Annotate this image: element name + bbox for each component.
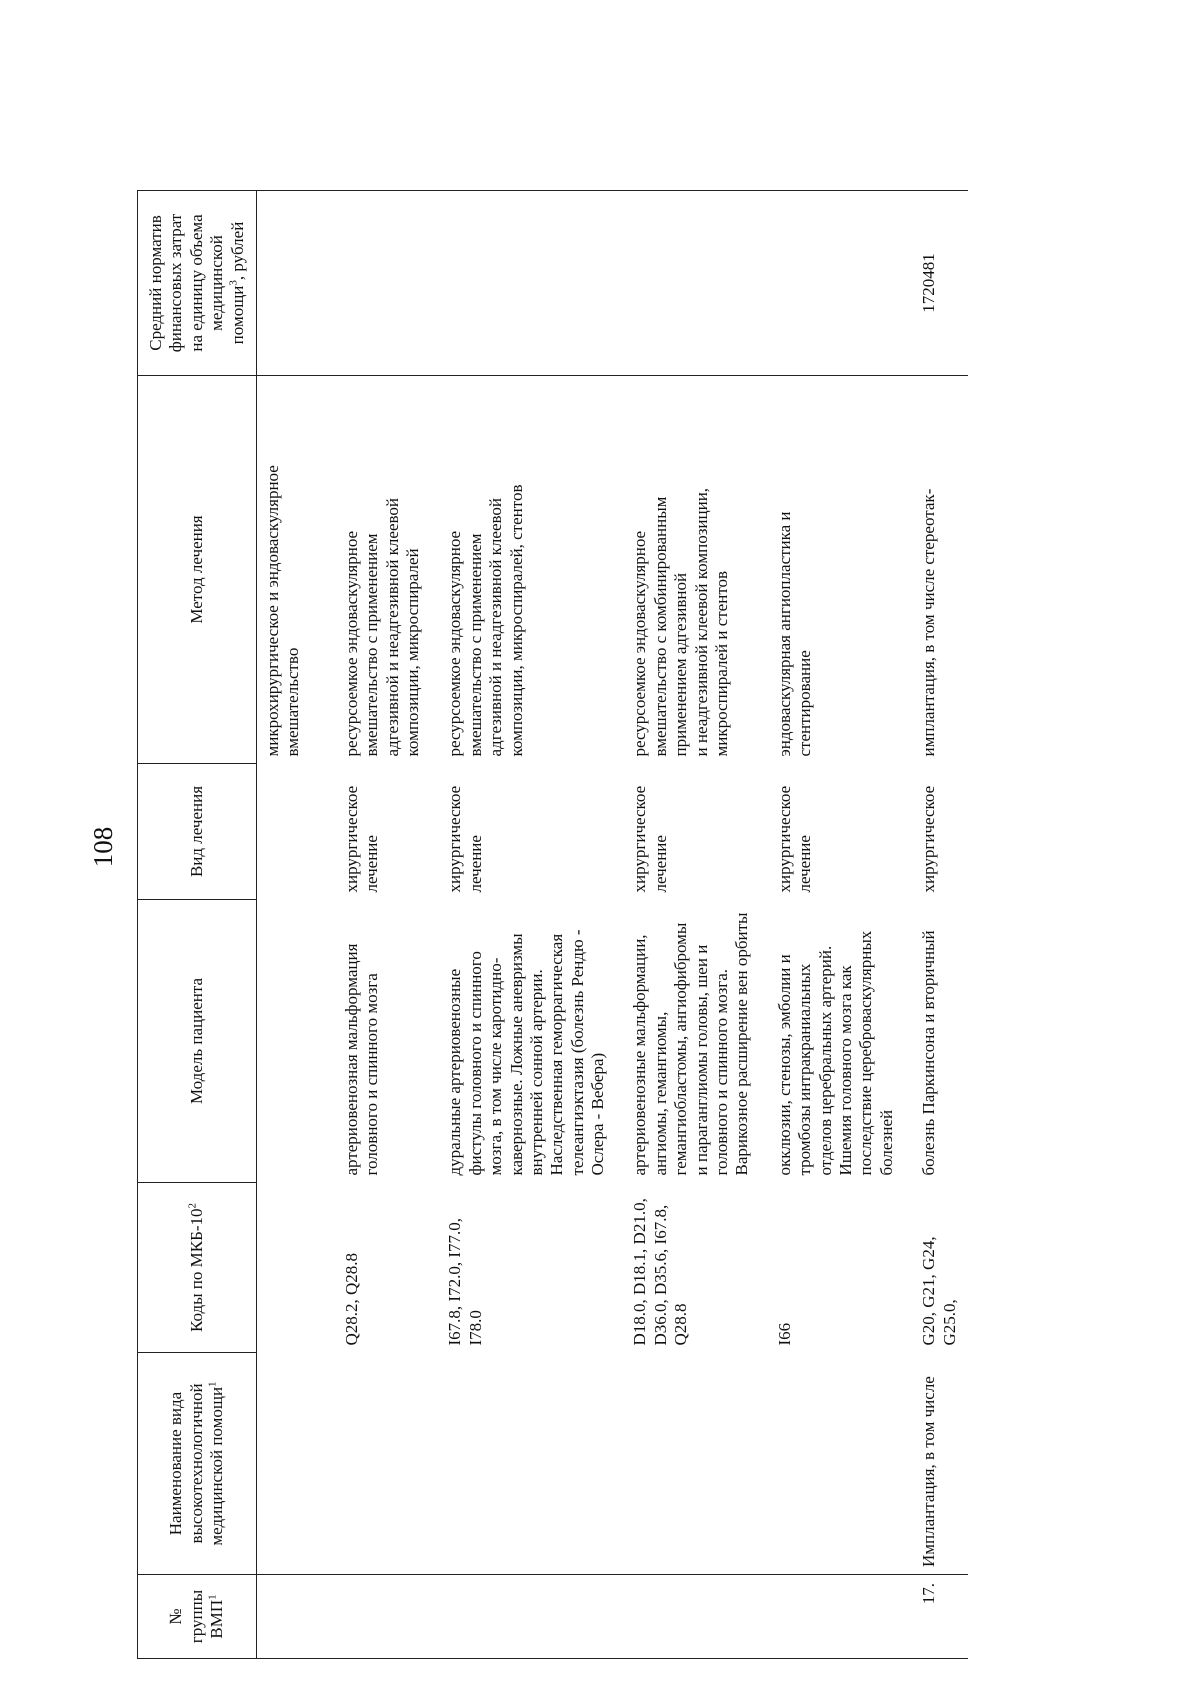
treatment-type-cell — [257, 764, 342, 900]
vmp-table — [137, 190, 968, 1659]
treatment-method-cell: ресурсоемкое эндоваскулярное вмешательство с применением адгезивной и неадгезивной клеевой композиции, микроспиралей — [341, 497, 422, 757]
header-group-number: № группы ВМП$^1$ — [138, 1575, 257, 1659]
treatment-method-cell: микрохирургическое и эндоваскулярное вмешательство — [263, 465, 303, 757]
icd-codes-cell: I67.8, I72.0, I77.0, I78.0 — [445, 1218, 485, 1346]
icd-codes-cell: D18.0, D18.1, D21.0, D36.0, D35.6, I67.8, Q28.8 — [630, 1198, 691, 1346]
vmp-name-cell — [775, 1353, 919, 1575]
vmp-name-cell — [630, 1353, 774, 1575]
table-row — [630, 191, 774, 1659]
header-row — [138, 191, 257, 1659]
treatment-type-cell: хирургическое лечение — [774, 785, 815, 893]
table-row — [342, 191, 446, 1659]
header-patient-model: Модель пациента — [138, 900, 257, 1183]
treatment-method-cell: ресурсоемкое эндоваскулярное вмешательство с комбинированным применением адгезивной и неадгезивной клеевой композиции, микроспиралей и стентов — [630, 487, 732, 757]
group-number-cell — [445, 1575, 630, 1659]
treatment-type-cell: хирургическое лечение — [445, 785, 485, 893]
treatment-type-cell: хирургическое — [919, 785, 939, 893]
patient-model-cell: окклюзии, стенозы, эмболии и тромбозы интракраниальных отделов церебральных артерий. Ишемия головного мозга как последствие цереброваскулярных болезней — [774, 930, 896, 1176]
header-treatment-type: Вид лечения — [138, 764, 257, 900]
cost-cell — [445, 191, 630, 376]
treatment-method-cell: ресурсоемкое эндоваскулярное вмешательство с применением адгезивной и неадгезивной клеевой композиции, микроспиралей, стентов — [445, 484, 526, 757]
table-row — [919, 191, 968, 1659]
icd-codes-cell: I66 — [774, 1322, 794, 1346]
cost-cell: 1720481 — [919, 191, 968, 376]
group-number-cell — [630, 1575, 774, 1659]
vmp-name-cell: Имплантация, в том числе — [919, 1376, 939, 1567]
group-number-cell — [257, 1575, 342, 1659]
header-vmp-name: Наименование вида высокотехнологичной медицинской помощи$^1$ — [138, 1353, 257, 1575]
vmp-name-cell — [342, 1353, 446, 1575]
cost-cell — [342, 191, 446, 376]
cost-cell — [775, 191, 919, 376]
vmp-name-cell — [445, 1353, 630, 1575]
patient-model-cell: артериовенозные мальформации, ангиомы, гемангиомы, гемангиобластомы, ангиофибромы и параганглиомы головы, шеи и головного и спинного мозга. Варикозное расширение вен орбиты — [630, 912, 752, 1176]
group-number-cell: 17. — [919, 1575, 968, 1659]
header-treatment-method: Метод лечения — [138, 376, 257, 764]
patient-model-cell — [257, 900, 342, 1183]
group-number-cell — [775, 1575, 919, 1659]
header-cost: Средний норматив финансовых затрат на единицу объема медицинской помощи$^3$, рублей — [138, 191, 257, 376]
patient-model-cell: болезнь Паркинсона и вторичный — [919, 930, 939, 1176]
icd-codes-cell — [257, 1183, 342, 1353]
header-icd-codes: Коды по МКБ-$10^2$ — [138, 1183, 257, 1353]
treatment-type-cell: хирургическое лечение — [341, 785, 382, 893]
patient-model-cell: артериовенозная мальформация головного и спинного мозга — [341, 943, 382, 1176]
table-row — [445, 191, 630, 1659]
vmp-name-cell — [257, 1353, 342, 1575]
icd-codes-cell: G20, G21, G24, G25.0, — [919, 1236, 959, 1346]
treatment-method-cell: имплантация, в том числе стереотак- — [919, 488, 939, 757]
table-row — [257, 191, 342, 1659]
group-number-cell — [342, 1575, 446, 1659]
page-number: 108 — [88, 826, 118, 868]
patient-model-cell: дуральные артериовенозные фистулы головного и спинного мозга, в том числе каротидно- кавернозные. Ложные аневризмы внутренней сонной артерии. Наследственная геморрагическая телеангиэктазия (болезнь Рендю - Ослера - Вебера) — [445, 929, 608, 1176]
cost-cell — [630, 191, 774, 376]
treatment-type-cell: хирургическое лечение — [630, 785, 670, 893]
treatment-method-cell: эндоваскулярная ангиопластика и стентирование — [774, 511, 815, 757]
icd-codes-cell: Q28.2, Q28.8 — [341, 1252, 361, 1346]
cost-cell — [257, 191, 342, 376]
table-row — [775, 191, 919, 1659]
